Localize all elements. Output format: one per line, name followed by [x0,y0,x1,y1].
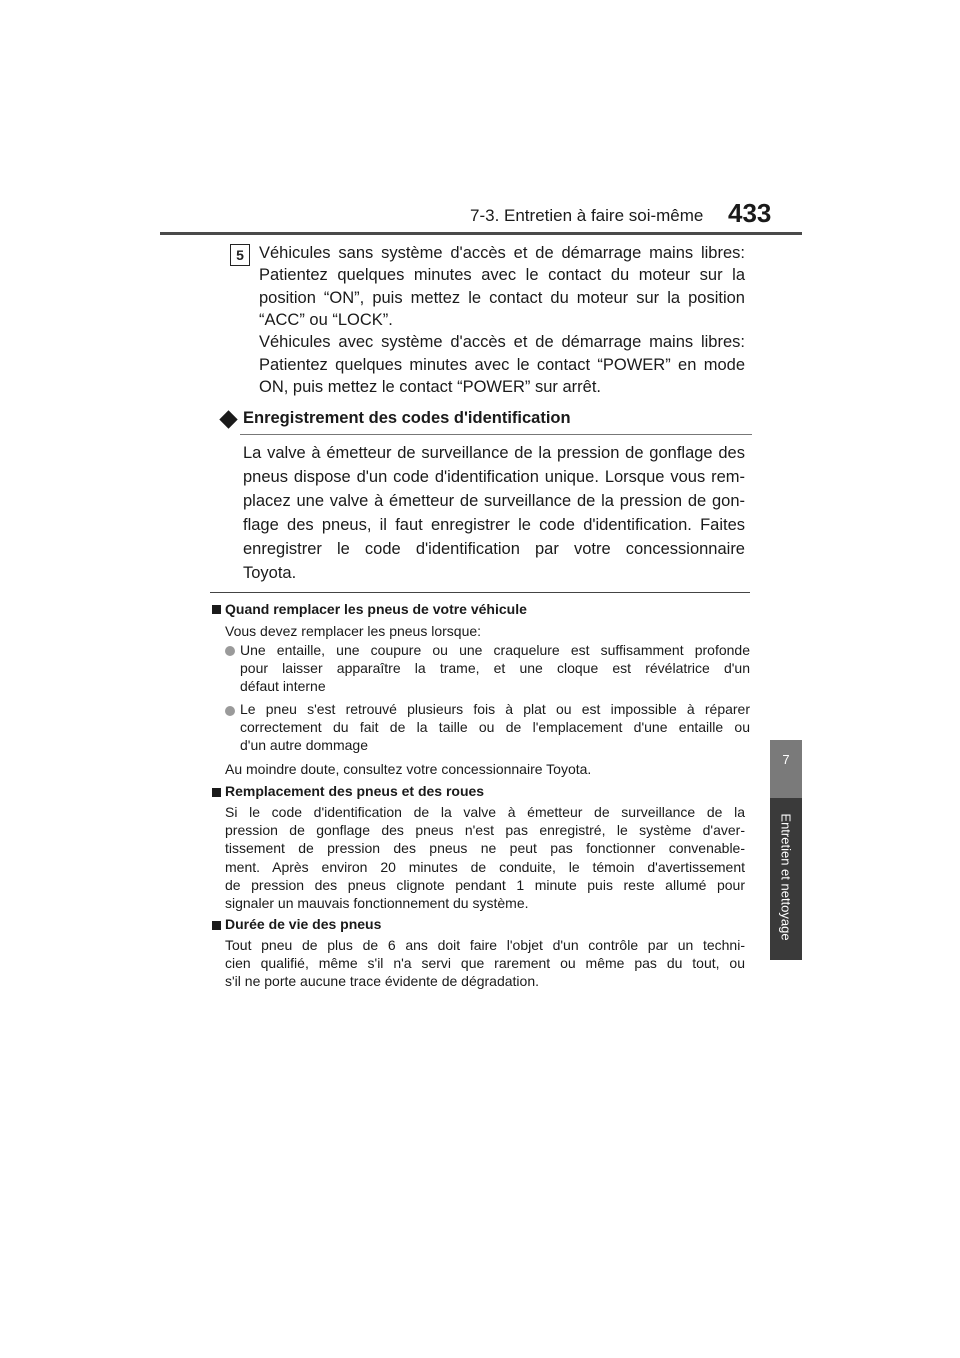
square-bullet-icon [212,921,221,930]
diamond-bullet-icon [219,410,237,428]
step-number-box: 5 [230,244,250,266]
paragraph-line: placez une valve à émetteur de surveillance de la pression de gon- [243,492,745,510]
step-text-line: ON, puis mettez le contact “POWER” sur arrêt. [259,378,602,396]
note-intro: Vous devez remplacer les pneus lorsque: [225,623,482,639]
note-line: tissement de pression des pneus ne peut pas fonctionner convenable- [225,840,745,857]
step-text-line: “ACC” ou “LOCK”. [259,311,393,329]
subsection-paragraph [243,441,745,585]
bullet-line: d'un autre dommage [240,737,368,754]
bullet-item [240,700,750,755]
note-line: Si le code d'identification de la valve à émetteur de surveillance de la [225,804,745,820]
note-paragraph [225,803,745,912]
step-text-line: Véhicules avec système d'accès et de démarrage mains libres: [259,333,745,351]
note-line: Tout pneu de plus de 6 ans doit faire l'objet d'un contrôle par un techni- [225,937,745,953]
note-title: Durée de vie des pneus [225,916,382,932]
paragraph-line: pneus dispose d'un code d'identification unique. Lorsque vous rem- [243,468,745,486]
note-line: ment. Après environ 20 minutes de conduite, le témoin d'avertissement [225,858,745,875]
note-title: Quand remplacer les pneus de votre véhicule [225,601,527,617]
bullet-line: correctement du fait de la taille ou de l'emplacement d'une entaille ou [240,719,750,736]
chapter-label: Entretien et nettoyage [778,813,794,941]
bullet-line: Le pneu s'est retrouvé plusieurs fois à plat ou est impossible à réparer [240,701,750,717]
subsection-title: Enregistrement des codes d'identification [243,409,571,427]
bullet-item [240,641,750,696]
note-line: cien qualifié, même s'il n'a servi que rarement ou même pas du tout, ou [225,955,745,972]
page-number: 433 [728,198,772,228]
note-line: pression de gonflage des pneus n'est pas enregistré, le système d'aver- [225,822,745,839]
bullet-line: pour laisser apparaître la trame, et une cloque est révélatrice d'un [240,660,750,677]
square-bullet-icon [212,605,221,614]
note-line: signaler un mauvais fonctionnement du système. [225,895,529,912]
header-divider [160,232,802,235]
round-bullet-icon [225,646,235,656]
square-bullet-icon [212,788,221,797]
notes-divider [210,592,750,593]
bullet-line: défaut interne [240,678,326,695]
round-bullet-icon [225,706,235,716]
note-paragraph [225,936,745,991]
chapter-tab-number-block [770,740,802,798]
step-text-line: position “ON”, puis mettez le contact du moteur sur la position [259,289,745,307]
subsection-divider [240,434,752,435]
note-line: de pression des pneus clignote pendant 1 minute puis reste allumé pour [225,876,745,893]
chapter-number: 7 [782,752,790,767]
note-outro: Au moindre doute, consultez votre concessionnaire Toyota. [225,761,592,777]
bullet-line: Une entaille, une coupure ou une craquelure est suffisamment profonde [240,642,750,658]
note-title: Remplacement des pneus et des roues [225,783,485,799]
note-line: s'il ne porte aucune trace évidente de dégradation. [225,973,540,990]
step-text-line: Véhicules sans système d'accès et de démarrage mains libres: [259,244,745,262]
step-text-line: Patientez quelques minutes avec le contact du moteur sur la [259,266,745,284]
section-title: 7-3. Entretien à faire soi-même [470,206,704,225]
paragraph-line: flage des pneus, il faut enregistrer le code d'identification. Faites [243,516,745,534]
paragraph-line: enregistrer le code d'identification par votre concessionnaire [243,540,745,558]
paragraph-line: La valve à émetteur de surveillance de la pression de gonflage des [243,444,745,462]
paragraph-line: Toyota. [243,564,297,582]
step-text-line: Patientez quelques minutes avec le contact “POWER” en mode [259,356,745,374]
